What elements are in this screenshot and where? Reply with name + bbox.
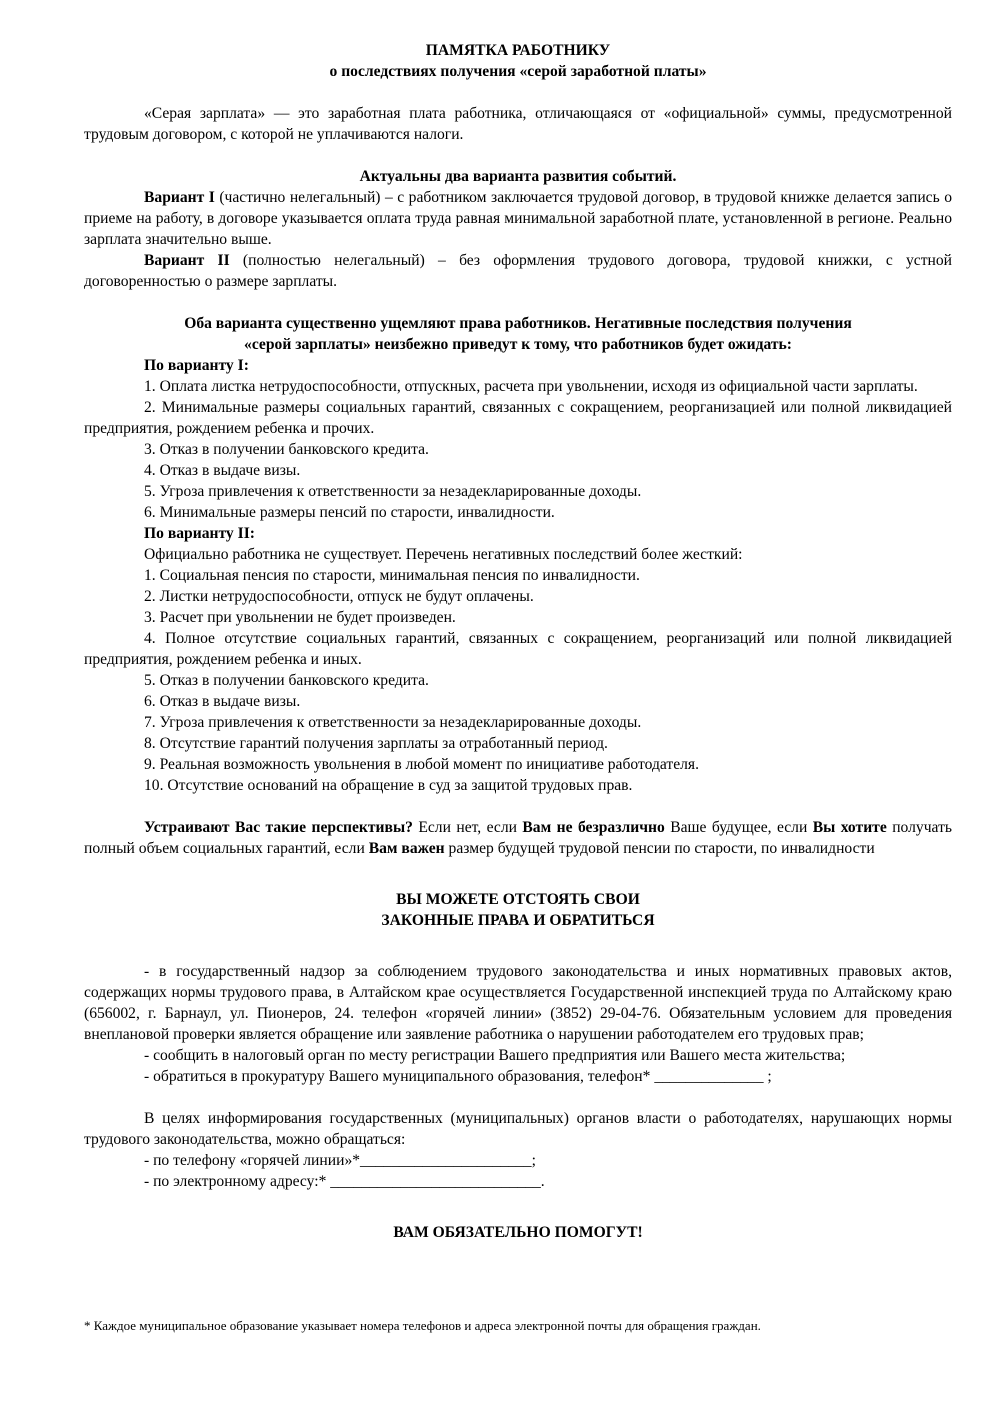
question-text-4: размер будущей трудовой пенсии по старости, по инвалидности [444, 840, 875, 857]
list-item: 4. Полное отсутствие социальных гарантий, связанных с сокращением, реорганизаций или полной ликвидацией предприятия, рождением ребенка и иных. [84, 630, 952, 668]
rights-item-prosecutor: - обратиться в прокуратуру Вашего муниципального образования, телефон* ______________ ; [144, 1068, 772, 1085]
question-paragraph [84, 817, 952, 859]
list-item: 2. Листки нетрудоспособности, отпуск не будут оплачены. [144, 588, 534, 605]
question-bold-4: Вам важен [368, 840, 445, 857]
document-title: ПАМЯТКА РАБОТНИКУ [425, 42, 611, 59]
variant-2-list-heading: По варианту II: [144, 525, 255, 542]
rights-heading-line2: ЗАКОННЫЕ ПРАВА И ОБРАТИТЬСЯ [381, 912, 655, 929]
document-page [84, 40, 952, 1243]
list-item: 2. Минимальные размеры социальных гарантий, связанных с сокращением, реорганизацией или полной ликвидацией предприятия, рождением ребенка и прочих. [84, 399, 952, 437]
intro-paragraph: «Серая зарплата» — это заработная плата работника, отличающаяся от «официальной» суммы, предусмотренной трудовым договором, с которой не уплачиваются налоги. [84, 105, 952, 143]
question-bold-1: Устраивают Вас такие перспективы? [144, 819, 413, 836]
variant-1-paragraph [84, 187, 952, 250]
rights-heading-line1: ВЫ МОЖЕТЕ ОТСТОЯТЬ СВОИ [396, 891, 640, 908]
list-item: 9. Реальная возможность увольнения в любой момент по инициативе работодателя. [144, 756, 700, 773]
info-paragraph: В целях информирования государственных (муниципальных) органов власти о работодателях, нарушающих нормы трудового законодательства, можно обращаться: [84, 1110, 952, 1148]
variant-2-text: (полностью нелегальный) – без оформления трудового договора, трудовой книжки, с устной договоренностью о размере зарплаты. [84, 252, 952, 290]
variant-2-list [84, 565, 952, 796]
list-item: 6. Минимальные размеры пенсий по старости, инвалидности. [144, 504, 555, 521]
list-item: 3. Расчет при увольнении не будет произведен. [144, 609, 456, 626]
variant-2-label: Вариант II [144, 252, 230, 269]
question-text-3: получать полный объем социальных гарантий, если [84, 819, 952, 857]
rights-item-inspection: - в государственный надзор за соблюдением трудового законодательства и иных нормативных правовых актов, содержащих нормы трудового права, в Алтайском крае осуществляется Государственной инспекцией труда по Алтайскому краю (656002, г. Барнаул, ул. Пионеров, 24. телефон «горячей линии» (3852) 29-04-76. Обязательным условием для проведения внеплановой проверки является обращение или заявление работника о нарушении работодателем его трудовых прав; [84, 963, 952, 1043]
list-item: 6. Отказ в выдаче визы. [144, 693, 301, 710]
info-phone: - по телефону «горячей линии»*______________________; [144, 1152, 536, 1169]
info-email: - по электронному адресу:* ___________________________. [144, 1173, 545, 1190]
question-text-1: Если нет, если [412, 819, 523, 836]
list-item: 8. Отсутствие гарантий получения зарплаты за отработанный период. [144, 735, 608, 752]
list-item: 1. Социальная пенсия по старости, минимальная пенсия по инвалидности. [144, 567, 640, 584]
list-item: 4. Отказ в выдаче визы. [144, 462, 301, 479]
question-bold-3: Вы хотите [812, 819, 887, 836]
consequences-heading-line1: Оба варианта существенно ущемляют права работников. Негативные последствия получения [184, 315, 852, 332]
list-item: 10. Отсутствие оснований на обращение в суд за защитой трудовых прав. [144, 777, 633, 794]
question-text-2: Ваше будущее, если [664, 819, 813, 836]
list-item: 3. Отказ в получении банковского кредита. [144, 441, 429, 458]
variant-1-label: Вариант I [144, 189, 215, 206]
variant-1-list [84, 376, 952, 523]
rights-item-tax: - сообщить в налоговый орган по месту регистрации Вашего предприятия или Вашего места жительства; [144, 1047, 846, 1064]
document-subtitle: о последствиях получения «серой заработной платы» [329, 63, 707, 80]
consequences-heading-line2: «серой зарплаты» неизбежно приведут к тому, что работников будет ожидать: [244, 336, 792, 353]
variant-2-intro: Официально работника не существует. Перечень негативных последствий более жесткий: [144, 546, 743, 563]
variants-heading: Актуальны два варианта развития событий. [359, 168, 677, 185]
list-item: 7. Угроза привлечения к ответственности за незадекларированные доходы. [144, 714, 642, 731]
list-item: 1. Оплата листка нетрудоспособности, отпускных, расчета при увольнении, исходя из официальной части зарплаты. [144, 378, 918, 395]
variant-1-text: (частично нелегальный) – с работником заключается трудовой договор, в трудовой книжке делается запись о приеме на работу, в договоре указывается оплата труда равная минимальной заработной плате, установленной в регионе. Реально зарплата значительно выше. [84, 189, 952, 248]
variant-2-paragraph [84, 250, 952, 292]
list-item: 5. Угроза привлечения к ответственности за незадекларированные доходы. [144, 483, 642, 500]
question-bold-2: Вам не безразлично [522, 819, 665, 836]
closing-statement: ВАМ ОБЯЗАТЕЛЬНО ПОМОГУТ! [393, 1224, 643, 1241]
variant-1-list-heading: По варианту I: [144, 357, 249, 374]
list-item: 5. Отказ в получении банковского кредита. [144, 672, 429, 689]
footnote: * Каждое муниципальное образование указывает номера телефонов и адреса электронной почты для обращения граждан. [84, 1318, 761, 1333]
